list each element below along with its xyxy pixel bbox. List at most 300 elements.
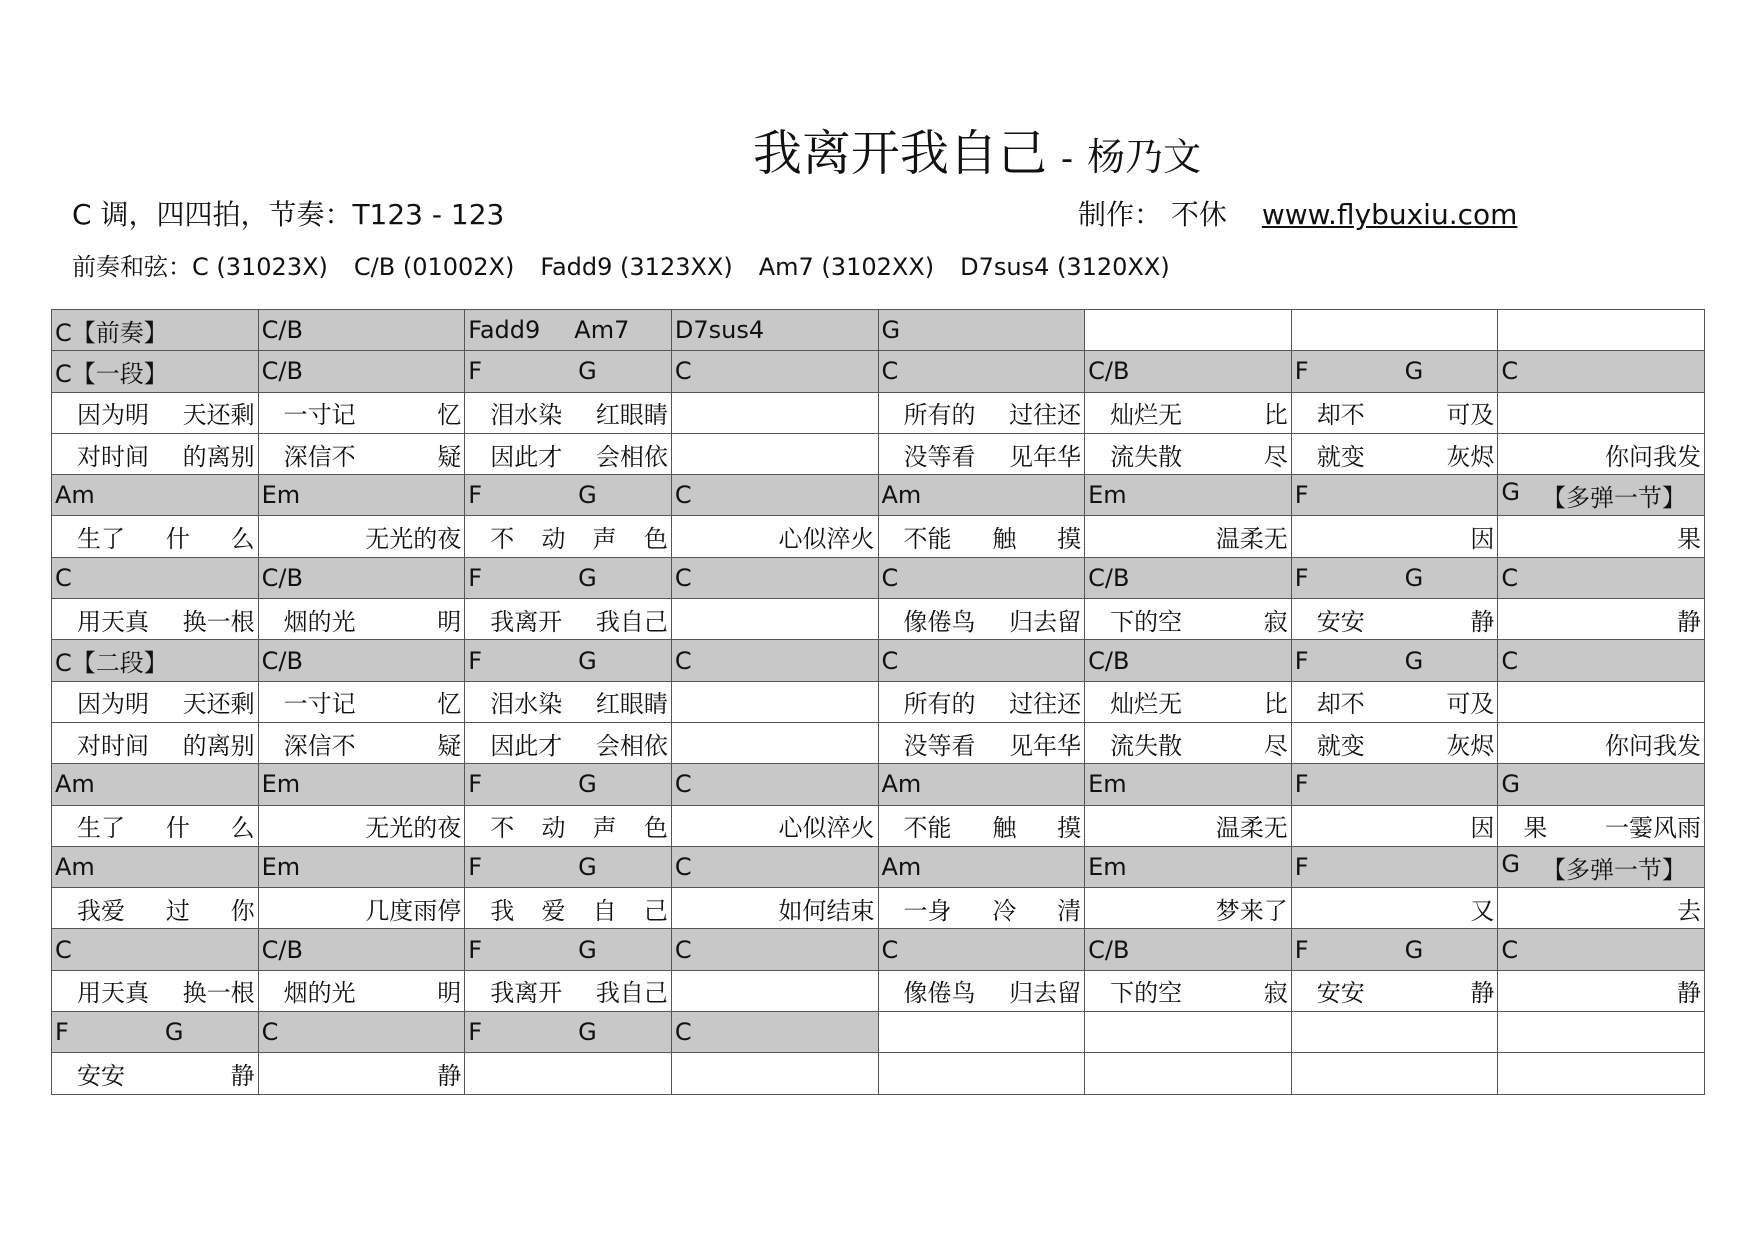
chord-cell: Am (878, 475, 1085, 516)
lyric-text: 归去留 (1009, 607, 1082, 636)
chord-cell: Em (1085, 475, 1292, 516)
chord-cell: C (1498, 557, 1705, 598)
chord-cell: C/B (258, 929, 465, 970)
lyric-text: 生了 (77, 525, 125, 554)
lyric-cell (878, 722, 1085, 763)
lyric-text: 摸 (1057, 525, 1082, 554)
lyric-text: 换一根 (182, 979, 255, 1008)
chord-name: F (55, 1018, 69, 1047)
lyric-text: 安安 (1316, 607, 1365, 636)
lyric-text: 明 (437, 979, 462, 1008)
chord-cell: C (671, 1012, 878, 1053)
lyric-cell (52, 599, 259, 640)
chord-cell: G (1498, 764, 1705, 805)
chord-cell: C/B (258, 557, 465, 598)
chord-cell: F (1291, 846, 1498, 887)
key-line: C 调，四四拍，节奏：T123 - 123 (72, 198, 505, 231)
lyric-text: 却不 (1316, 401, 1365, 430)
chord-cell: C (671, 640, 878, 681)
lyric-cell (465, 392, 672, 433)
lyric-text: 我自己 (595, 607, 668, 636)
chord-cell: C (1498, 640, 1705, 681)
lyric-row (52, 392, 1705, 433)
lyric-cell (1085, 970, 1292, 1011)
lyric-text: 对时间 (77, 442, 149, 471)
chord-name: G (1501, 849, 1520, 878)
lyric-cell: 因 (1291, 805, 1498, 846)
lyric-text: 像倦鸟 (903, 607, 976, 636)
chord-cell: C (1498, 351, 1705, 392)
lyric-text: 烟的光 (283, 979, 356, 1008)
chord-name: G (1501, 477, 1520, 506)
lyric-text: 灿烂无 (1110, 401, 1183, 430)
lyric-cell: 如何结束 (671, 888, 878, 929)
lyric-text: 深信不 (283, 731, 356, 760)
lyric-cell (52, 433, 259, 474)
lyric-text: 没等看 (903, 442, 976, 471)
chord-name: F (468, 357, 483, 386)
chord-cell (1291, 557, 1498, 598)
intro-chords (72, 247, 1196, 282)
chord-cell: Em (1085, 846, 1292, 887)
lyric-text: 不 (490, 814, 515, 843)
lyric-cell: 去 (1498, 888, 1705, 929)
lyric-text: 一霎风雨 (1605, 814, 1701, 843)
lyric-text: 流失散 (1110, 442, 1183, 471)
intro-chord: Am7 (3102XX) (758, 253, 935, 281)
lyric-text: 不能 (903, 814, 952, 843)
empty-cell (1498, 1053, 1705, 1094)
lyric-cell (465, 516, 672, 557)
lyric-cell: 你问我发 (1498, 433, 1705, 474)
lyric-text: 我离开 (490, 607, 563, 636)
lyric-cell (1085, 681, 1292, 722)
chord-name: G (578, 357, 597, 386)
chord-cell (465, 764, 672, 805)
lyric-text: 就变 (1316, 442, 1365, 471)
lyric-cell (671, 392, 878, 433)
chord-name: F (1294, 935, 1309, 964)
lyric-text: 泪水染 (490, 401, 563, 430)
intro-chord: C/B (01002X) (353, 253, 515, 281)
empty-cell (1291, 310, 1498, 351)
maker-name: 不休 (1170, 198, 1227, 231)
empty-cell (1291, 1012, 1498, 1053)
lyric-cell (1291, 433, 1498, 474)
lyric-text: 的离别 (182, 731, 255, 760)
chord-name: G (578, 935, 597, 964)
lyric-text: 没等看 (903, 731, 976, 760)
chord-name: G (578, 1018, 597, 1047)
lyric-text: 不 (490, 525, 515, 554)
lyric-text: 的离别 (182, 442, 255, 471)
chord-cell: C【一段】 (52, 351, 259, 392)
chord-sheet-table (51, 309, 1705, 1095)
lyric-cell (258, 433, 465, 474)
lyric-text: 摸 (1057, 814, 1082, 843)
chord-name: F (468, 481, 483, 510)
lyric-text: 会相依 (595, 731, 668, 760)
lyric-cell (52, 681, 259, 722)
lyric-text: 天还剩 (182, 690, 255, 719)
maker-line (1078, 193, 1517, 233)
lyric-text: 见年华 (1009, 442, 1082, 471)
artist-name: 杨乃文 (1087, 135, 1202, 179)
lyric-cell (1085, 433, 1292, 474)
lyric-cell (465, 722, 672, 763)
lyric-text: 尽 (1263, 731, 1288, 760)
lyric-cell (671, 681, 878, 722)
lyric-text: 见年华 (1009, 731, 1082, 760)
lyric-cell (878, 599, 1085, 640)
intro-chord: C (31023X) (192, 253, 328, 281)
chord-cell: C【前奏】 (52, 310, 259, 351)
lyric-cell (1085, 392, 1292, 433)
lyric-row (52, 722, 1705, 763)
lyric-cell (258, 970, 465, 1011)
lyric-cell (465, 681, 672, 722)
chord-row (52, 475, 1705, 516)
lyric-text: 一寸记 (283, 401, 356, 430)
lyric-text: 可及 (1446, 401, 1495, 430)
chord-name: G (578, 853, 597, 881)
empty-cell (878, 1053, 1085, 1094)
chord-cell: C (878, 557, 1085, 598)
lyric-text: 换一根 (182, 607, 255, 636)
lyric-text: 烟的光 (283, 607, 356, 636)
chord-cell: Em (258, 846, 465, 887)
chord-cell (1291, 929, 1498, 970)
empty-cell (878, 1012, 1085, 1053)
lyric-cell (1291, 681, 1498, 722)
chord-cell (465, 640, 672, 681)
chord-name: G (578, 646, 597, 675)
chord-name: F (468, 646, 483, 675)
lyric-cell (878, 392, 1085, 433)
chord-cell: Am (52, 475, 259, 516)
lyric-text: 一寸记 (283, 690, 356, 719)
chord-cell (52, 1012, 259, 1053)
lyric-cell: 温柔无 (1085, 805, 1292, 846)
lyric-text: 我 (490, 896, 515, 925)
lyric-cell: 梦来了 (1085, 888, 1292, 929)
lyric-text: 像倦鸟 (903, 979, 976, 1008)
chord-cell: Em (1085, 764, 1292, 805)
lyric-text: 疑 (437, 442, 462, 471)
lyric-cell (878, 681, 1085, 722)
chord-cell: C (878, 640, 1085, 681)
lyric-row (52, 888, 1705, 929)
chord-name: G (1404, 563, 1424, 592)
lyric-text: 不能 (903, 525, 952, 554)
chord-cell (1291, 640, 1498, 681)
chord-cell: C/B (1085, 640, 1292, 681)
chord-name: G (578, 770, 597, 799)
title-line (0, 115, 1754, 185)
lyric-text: 动 (541, 525, 566, 554)
chord-cell (465, 351, 672, 392)
lyric-text: 清 (1057, 896, 1082, 925)
maker-label: 制作： (1078, 198, 1163, 231)
chord-row (52, 310, 1705, 351)
chord-cell: C (671, 764, 878, 805)
chord-cell (1498, 475, 1705, 516)
lyric-text: 天还剩 (182, 401, 255, 430)
lyric-text: 寂 (1263, 607, 1288, 636)
chord-cell: D7sus4 (671, 310, 878, 351)
lyric-text: 爱 (541, 896, 566, 925)
empty-cell (1085, 310, 1292, 351)
lyric-text: 比 (1263, 401, 1288, 430)
lyric-cell: 静 (258, 1053, 465, 1094)
lyric-text: 所有的 (903, 690, 976, 719)
lyric-text: 色 (643, 525, 668, 554)
lyric-cell (258, 722, 465, 763)
lyric-cell (878, 970, 1085, 1011)
lyric-text: 你 (230, 896, 255, 925)
chord-name: Fadd9 (468, 316, 541, 345)
lyric-text: 尽 (1263, 442, 1288, 471)
lyric-cell: 静 (1498, 599, 1705, 640)
lyric-text: 因为明 (77, 690, 149, 719)
chord-cell: Em (258, 764, 465, 805)
lyric-cell (1291, 392, 1498, 433)
lyric-text: 动 (541, 814, 566, 843)
lyric-row (52, 805, 1705, 846)
lyric-text: 触 (992, 525, 1017, 554)
lyric-text: 归去留 (1009, 979, 1082, 1008)
lyric-row (52, 970, 1705, 1011)
lyric-cell (52, 722, 259, 763)
empty-cell (671, 1053, 878, 1094)
lyric-cell: 几度雨停 (258, 888, 465, 929)
lyric-cell (671, 433, 878, 474)
chord-cell: G (878, 310, 1085, 351)
chord-cell: C/B (258, 351, 465, 392)
empty-cell (1498, 1012, 1705, 1053)
site-link[interactable]: www.flybuxiu.com (1261, 198, 1518, 231)
intro-chords-label: 前奏和弦： (72, 253, 192, 281)
lyric-text: 生了 (77, 814, 125, 843)
lyric-text: 流失散 (1110, 731, 1183, 760)
chord-cell: C (671, 351, 878, 392)
lyric-cell (465, 805, 672, 846)
chord-cell: C (878, 351, 1085, 392)
chord-name: G (578, 563, 597, 592)
lyric-cell (671, 970, 878, 1011)
lyric-text: 我爱 (77, 896, 125, 925)
lyric-cell: 果 (1498, 516, 1705, 557)
lyric-cell (878, 433, 1085, 474)
lyric-cell (465, 888, 672, 929)
lyric-text: 一身 (903, 896, 952, 925)
chord-cell: C (671, 846, 878, 887)
lyric-text: 疑 (437, 731, 462, 760)
chord-name: G (1404, 357, 1424, 386)
lyric-text: 果 (1523, 814, 1548, 843)
empty-cell (1085, 1012, 1292, 1053)
lyric-cell (878, 516, 1085, 557)
lyric-cell (52, 516, 259, 557)
chord-cell: Am (52, 846, 259, 887)
lyric-cell (52, 392, 259, 433)
chord-name: F (468, 935, 483, 964)
lyric-row (52, 1053, 1705, 1094)
chord-name: F (468, 1018, 483, 1047)
lyric-text: 静 (1470, 979, 1495, 1008)
chord-cell: Am (878, 764, 1085, 805)
chord-name: 【多弹一节】 (1541, 483, 1686, 512)
chord-name: F (468, 853, 483, 881)
lyric-cell (1085, 599, 1292, 640)
chord-name: F (468, 770, 483, 799)
lyric-cell (52, 888, 259, 929)
lyric-text: 声 (592, 814, 617, 843)
chord-cell: F (1291, 764, 1498, 805)
lyric-text: 忆 (437, 690, 462, 719)
intro-chord: D7sus4 (3120XX) (960, 253, 1170, 281)
lyric-text: 色 (643, 814, 668, 843)
chord-cell: C/B (258, 310, 465, 351)
lyric-cell: 又 (1291, 888, 1498, 929)
lyric-text: 触 (992, 814, 1017, 843)
chord-cell (465, 310, 672, 351)
empty-cell (1085, 1053, 1292, 1094)
chord-cell: C (1498, 929, 1705, 970)
empty-cell (465, 1053, 672, 1094)
lyric-text: 过往还 (1009, 690, 1082, 719)
chord-row (52, 557, 1705, 598)
chord-cell: C (258, 1012, 465, 1053)
lyric-cell (671, 599, 878, 640)
empty-cell (1498, 310, 1705, 351)
lyric-cell (258, 681, 465, 722)
chord-name: F (1294, 563, 1309, 592)
lyric-text: 静 (1470, 607, 1495, 636)
lyric-text: 可及 (1446, 690, 1495, 719)
lyric-row (52, 516, 1705, 557)
lyric-cell: 因 (1291, 516, 1498, 557)
lyric-text: 用天真 (77, 607, 149, 636)
chord-cell (465, 1012, 672, 1053)
chord-name: F (1294, 357, 1309, 386)
chord-row (52, 351, 1705, 392)
lyric-text: 明 (437, 607, 462, 636)
lyric-text: 声 (592, 525, 617, 554)
chord-cell: C (52, 557, 259, 598)
chord-cell: C/B (1085, 929, 1292, 970)
lyric-text: 比 (1263, 690, 1288, 719)
chord-cell: C/B (1085, 557, 1292, 598)
lyric-text: 我离开 (490, 979, 563, 1008)
lyric-cell: 心似淬火 (671, 516, 878, 557)
lyric-cell (1498, 805, 1705, 846)
lyric-text: 过 (165, 896, 190, 925)
lyric-text: 灰烬 (1446, 442, 1495, 471)
chord-row (52, 764, 1705, 805)
lyric-cell (1291, 970, 1498, 1011)
chord-name: G (1404, 935, 1424, 964)
lyric-cell (52, 970, 259, 1011)
chord-name: G (1404, 646, 1424, 675)
lyric-cell: 静 (1498, 970, 1705, 1011)
lyric-cell: 心似淬火 (671, 805, 878, 846)
lyric-cell (878, 888, 1085, 929)
lyric-text: 因此才 (490, 442, 563, 471)
lyric-text: 我自己 (595, 979, 668, 1008)
lyric-row (52, 681, 1705, 722)
lyric-text: 静 (230, 1061, 255, 1090)
lyric-text: 会相依 (595, 442, 668, 471)
chord-cell (465, 929, 672, 970)
lyric-text: 下的空 (1110, 607, 1183, 636)
chord-cell (1498, 846, 1705, 887)
chord-cell: Em (258, 475, 465, 516)
lyric-cell (1085, 722, 1292, 763)
chord-cell: C (671, 557, 878, 598)
chord-name: G (164, 1018, 184, 1047)
chord-name: F (468, 563, 483, 592)
song-title: 我离开我自己 (752, 125, 1047, 182)
lyric-text: 么 (230, 814, 255, 843)
lyric-cell: 无光的夜 (258, 805, 465, 846)
lyric-text: 下的空 (1110, 979, 1183, 1008)
chord-cell: C/B (258, 640, 465, 681)
chord-row (52, 1012, 1705, 1053)
lyric-text: 寂 (1263, 979, 1288, 1008)
lyric-text: 安安 (77, 1061, 125, 1090)
chord-cell: C【二段】 (52, 640, 259, 681)
lyric-text: 就变 (1316, 731, 1365, 760)
lyric-text: 所有的 (903, 401, 976, 430)
chord-cell: C (52, 929, 259, 970)
lyric-row (52, 599, 1705, 640)
lyric-text: 用天真 (77, 979, 149, 1008)
lyric-cell (258, 599, 465, 640)
lyric-cell (465, 599, 672, 640)
chord-cell: Am (878, 846, 1085, 887)
lyric-text: 深信不 (283, 442, 356, 471)
chord-name: G (578, 481, 597, 510)
lyric-row (52, 433, 1705, 474)
lyric-text: 因为明 (77, 401, 149, 430)
lyric-text: 冷 (992, 896, 1017, 925)
lyric-cell (1498, 681, 1705, 722)
title-dash: - (1060, 139, 1074, 179)
chord-name: 【多弹一节】 (1541, 855, 1686, 884)
lyric-text: 己 (643, 896, 668, 925)
chord-row (52, 640, 1705, 681)
lyric-text: 红眼睛 (595, 690, 668, 719)
lyric-text: 泪水染 (490, 690, 563, 719)
lyric-text: 灿烂无 (1110, 690, 1183, 719)
chord-cell: C (671, 929, 878, 970)
lyric-cell: 温柔无 (1085, 516, 1292, 557)
lyric-cell (671, 722, 878, 763)
lyric-cell (1291, 599, 1498, 640)
chord-cell: C (878, 929, 1085, 970)
lyric-text: 什 (165, 525, 190, 554)
lyric-text: 忆 (437, 401, 462, 430)
lyric-text: 安安 (1316, 979, 1365, 1008)
lyric-cell (465, 970, 672, 1011)
chord-cell (465, 475, 672, 516)
empty-cell (1291, 1053, 1498, 1094)
chord-cell (465, 557, 672, 598)
chord-cell: C/B (1085, 351, 1292, 392)
lyric-cell (878, 805, 1085, 846)
lyric-text: 对时间 (77, 731, 149, 760)
